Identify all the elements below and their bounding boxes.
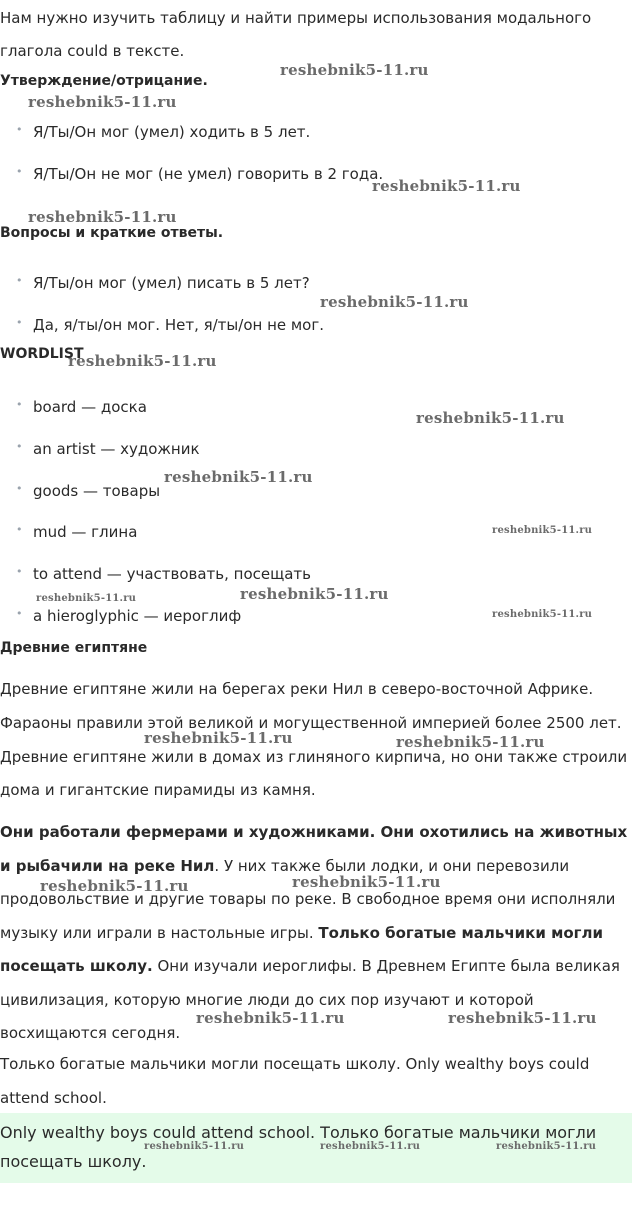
list-item: • Я/Ты/он мог (умел) писать в 5 лет? bbox=[18, 274, 310, 292]
watermark: reshebnik5-11.ru bbox=[164, 468, 313, 486]
watermark: reshebnik5-11.ru bbox=[280, 61, 429, 79]
paragraph-4: Только богатые мальчики могли посещать школу. Only wealthy boys could attend school. bbox=[0, 1055, 590, 1107]
watermark: reshebnik5-11.ru bbox=[492, 525, 593, 536]
list-item: • Я/Ты/Он мог (умел) ходить в 5 лет. bbox=[18, 123, 310, 141]
list-item: • mud — глина bbox=[18, 523, 137, 541]
watermark: reshebnik5-11.ru bbox=[416, 409, 565, 427]
paragraph-2: Фараоны правили этой великой и могущественной империей более 2500 лет. Древние египтяне жили в домах из глиняного кирпича, но они также строили дома и гигантские пирамиды из камня. bbox=[0, 714, 628, 799]
watermark: reshebnik5-11.ru bbox=[28, 208, 177, 226]
watermark: reshebnik5-11.ru bbox=[448, 1009, 597, 1027]
paragraph-text: . У них также были лодки, и они перевозили продовольствие и другие товары по реке. В свободное время они исполняли музыку или играли в настольные игры. bbox=[0, 856, 616, 942]
list-item: • Да, я/ты/он мог. Нет, я/ты/он не мог. bbox=[18, 316, 324, 334]
watermark: reshebnik5-11.ru bbox=[292, 873, 441, 891]
bold-text: Они работали фермерами и художниками. Они охотились на животных и рыбачили на реке Нил bbox=[0, 823, 628, 875]
wordlist-heading: WORDLIST bbox=[0, 346, 84, 362]
watermark: reshebnik5-11.ru bbox=[36, 593, 137, 604]
watermark: reshebnik5-11.ru bbox=[144, 1141, 245, 1152]
bold-text: Только богатые мальчики могли посещать школу. bbox=[0, 923, 603, 975]
watermark: reshebnik5-11.ru bbox=[496, 1141, 597, 1152]
watermark: reshebnik5-11.ru bbox=[396, 733, 545, 751]
watermark: reshebnik5-11.ru bbox=[144, 729, 293, 747]
watermark: reshebnik5-11.ru bbox=[40, 877, 189, 895]
watermark: reshebnik5-11.ru bbox=[492, 609, 593, 620]
watermark: reshebnik5-11.ru bbox=[28, 93, 177, 111]
watermark: reshebnik5-11.ru bbox=[320, 1141, 421, 1152]
egypt-heading: Древние египтяне bbox=[0, 640, 148, 656]
list-item: • Я/Ты/Он не мог (не умел) говорить в 2 года. bbox=[18, 165, 383, 183]
intro-text: Нам нужно изучить таблицу и найти примеры использования модального глагола could в тексте. bbox=[0, 9, 592, 60]
watermark: reshebnik5-11.ru bbox=[240, 585, 389, 603]
watermark: reshebnik5-11.ru bbox=[320, 293, 469, 311]
questions-heading: Вопросы и краткие ответы. bbox=[0, 225, 224, 241]
paragraph-1: Древние египтяне жили на берегах реки Нил в северо-восточной Африке. bbox=[0, 680, 594, 698]
watermark: reshebnik5-11.ru bbox=[372, 177, 521, 195]
list-item: • goods — товары bbox=[18, 482, 160, 500]
list-item: • an artist — художник bbox=[18, 440, 200, 458]
list-item: • to attend — участвовать, посещать bbox=[18, 565, 311, 583]
paragraph-text: Они изучали иероглифы. В Древнем Египте была великая цивилизация, которую многие люди до сих пор изучают и которой восхищаются сегодня. bbox=[0, 957, 620, 1042]
watermark: reshebnik5-11.ru bbox=[68, 352, 217, 370]
list-item: • a hieroglyphic — иероглиф bbox=[18, 607, 241, 625]
affirm-heading: Утверждение/отрицание. bbox=[0, 73, 208, 89]
highlight-text: Only wealthy boys could attend school. Только богатые мальчики могли посещать школу. bbox=[0, 1123, 597, 1171]
list-item: • board — доска bbox=[18, 398, 147, 416]
watermark: reshebnik5-11.ru bbox=[196, 1009, 345, 1027]
